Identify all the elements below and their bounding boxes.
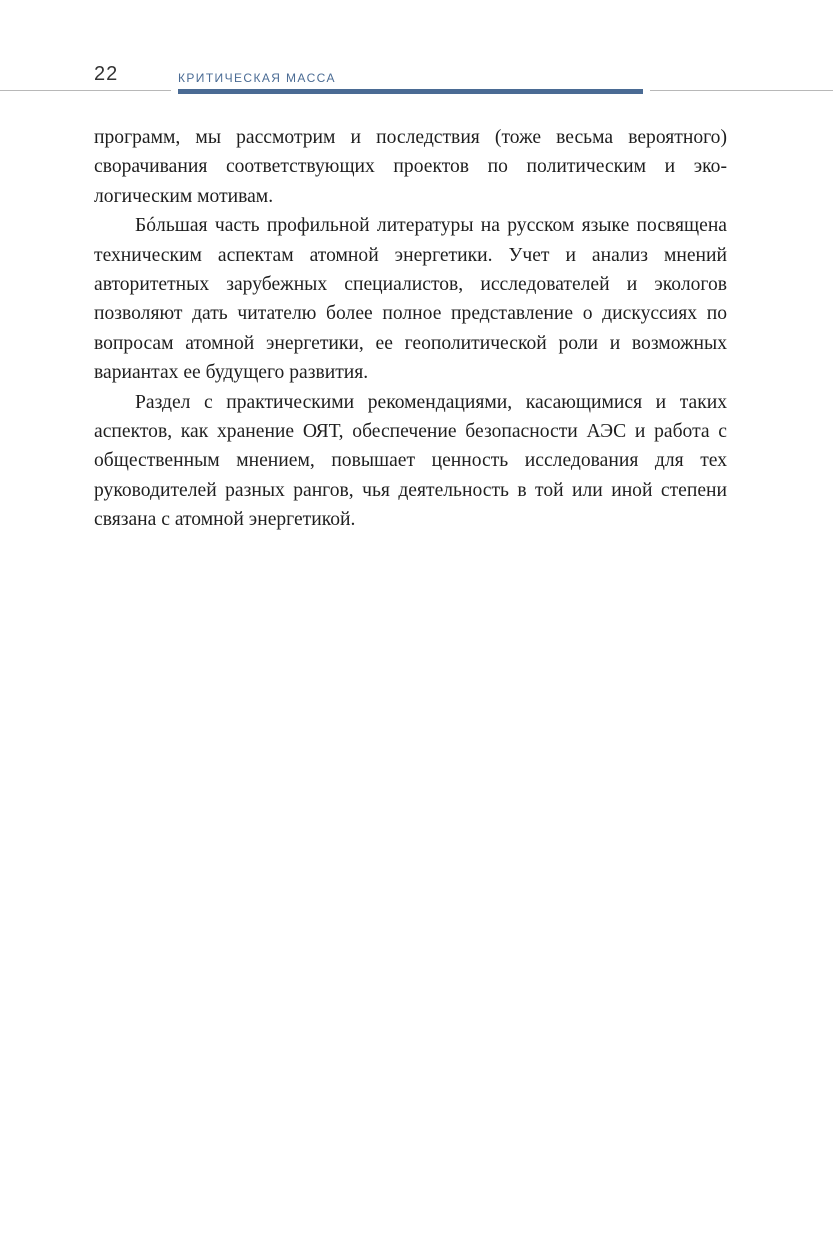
- page-number: 22: [94, 63, 119, 85]
- header-accent-bar: [178, 89, 643, 94]
- body-text: [94, 123, 727, 535]
- paragraph: Раздел с практическими рекомендациями, касающимися и таких аспектов, как хранение ОЯТ, обеспечение безопасности АЭС и работа с общественным мнением, повышает ценность исследования для тех руководителей разных рангов, чья деятельность в той или иной степени связана с атомной энергетикой.: [94, 391, 727, 531]
- header-rule-right: [650, 90, 833, 91]
- header-rule-left: [0, 90, 171, 91]
- paragraph: Бóльшая часть профильной литературы на русском языке посвящена техническим аспектам атомной энергетики. Учет и анализ мнений авторитетных зарубежных специалистов, исследователей и экологов позволяют дать читателю более полное представление о дискуссиях по вопросам атомной энергетики, ее геополитической роли и возможных вариантах ее будущего развития.: [94, 215, 727, 384]
- running-title: КРИТИЧЕСКАЯ МАССА: [178, 71, 336, 85]
- paragraph-continuation: программ, мы рассмотрим и последствия (тоже весьма вероятного) сворачивания соответствующих проектов по политическим и экологическим мотивам.: [94, 127, 727, 207]
